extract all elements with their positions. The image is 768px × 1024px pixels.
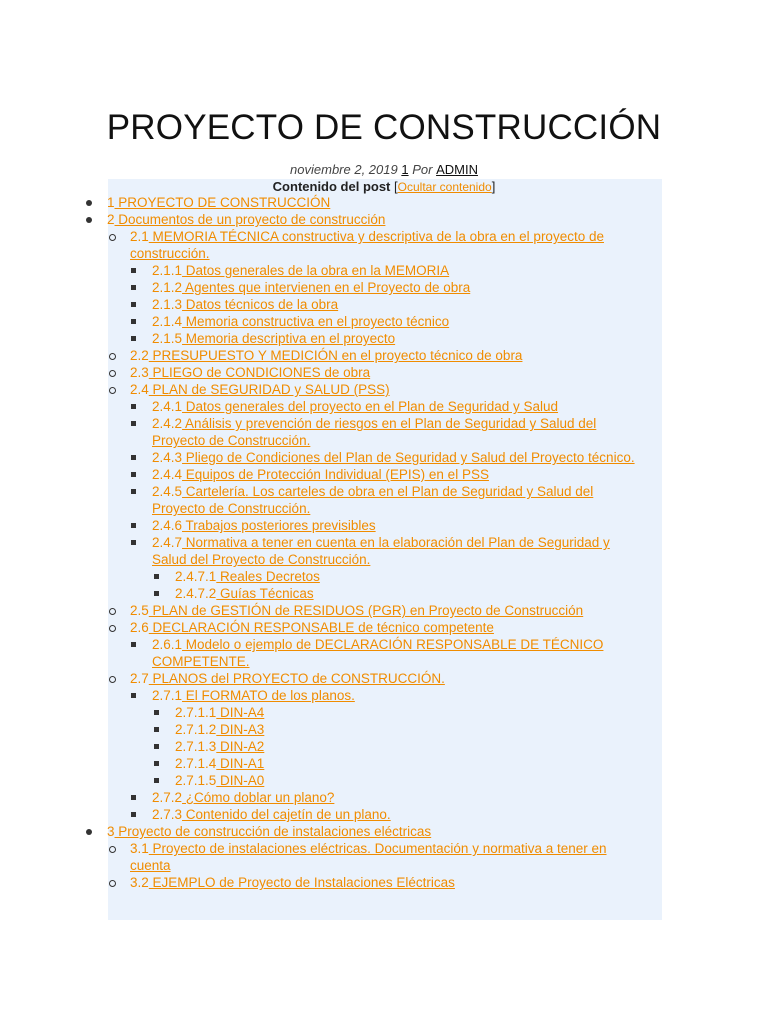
toc-item-link[interactable]: EJEMPLO de Proyecto de Instalaciones Eléctricas [148,875,455,890]
toc-item-link[interactable]: Guías Técnicas [216,586,314,601]
toc-item-number: 2.2 [130,348,149,363]
toc-item-number: 2.1 [130,229,149,244]
toc-item-link[interactable]: Pliego de Condiciones del Plan de Seguridad y Salud del Proyecto técnico. [182,450,635,465]
toc-item-link[interactable]: Contenido del cajetín de un plano. [182,807,391,822]
toc-item-number: 2.4 [130,382,149,397]
toc-item [0,228,680,262]
toc-toggle-link[interactable]: Ocultar contenido [397,180,492,194]
list-bullet-icon [86,829,92,835]
toc-item-number: 2.3 [130,365,149,380]
toc-item-link[interactable]: Cartelería. Los carteles de obra en el Plan de Seguridad y Salud del Proyecto de Construcción. [152,484,594,516]
toc-item [0,585,680,602]
list-bullet-icon [109,353,116,360]
toc-item-link[interactable]: MEMORIA TÉCNICA constructiva y descriptiva de la obra en el proyecto de construcción. [130,229,604,261]
comments-link[interactable]: 1 [401,162,409,177]
toc-item-number: 2.6 [130,620,149,635]
toc-item-number: 2.4.5 [152,484,183,499]
list-bullet-icon [131,268,136,273]
toc-item [0,687,680,704]
list-bullet-icon [131,404,136,409]
toc-item-number: 2.4.7.1 [175,569,217,584]
toc-item [0,296,680,313]
list-bullet-icon [131,540,136,545]
toc-toggle-bracket: [ [394,179,398,194]
toc-item-link[interactable]: Datos técnicos de la obra [182,297,339,312]
toc-item-number: 2.1.3 [152,297,183,312]
toc-item-number: 2.4.7.2 [175,586,217,601]
toc-item-link[interactable]: DIN-A0 [216,773,265,788]
list-bullet-icon [131,642,136,647]
list-bullet-icon [154,710,159,715]
toc-item-link[interactable]: DIN-A3 [216,722,265,737]
list-bullet-icon [131,523,136,528]
toc-item [0,347,680,364]
toc-item [0,568,680,585]
toc-item-number: 2.4.7 [152,535,183,550]
toc-item-number: 2.4.3 [152,450,183,465]
list-bullet-icon [154,574,159,579]
post-date: noviembre 2, 2019 [290,162,398,177]
list-bullet-icon [131,693,136,698]
toc-item [0,874,680,891]
toc-item-link[interactable]: DIN-A2 [216,739,265,754]
list-bullet-icon [86,200,92,206]
toc-item-link[interactable]: Memoria descriptiva en el proyecto [182,331,396,346]
toc-item-number: 2.7.1.5 [175,773,217,788]
list-bullet-icon [154,744,159,749]
toc-header: Contenido del post [Ocultar contenido] [272,179,496,194]
toc-item [0,262,680,279]
toc-item-link[interactable]: Normativa a tener en cuenta en la elaboración del Plan de Seguridad y Salud del Proyecto de Construcción. [152,535,610,567]
list-bullet-icon [109,387,116,394]
list-bullet-icon [109,608,116,615]
toc-item-number: 2.7.2 [152,790,183,805]
list-bullet-icon [131,472,136,477]
toc-item-number: 2.5 [130,603,149,618]
toc-item-link[interactable]: PLANOS del PROYECTO de CONSTRUCCIÓN. [148,671,445,686]
toc-item-number: 2 [107,212,115,227]
toc-item [0,313,680,330]
toc-item-link[interactable]: PLAN de SEGURIDAD y SALUD (PSS) [148,382,390,397]
toc-item-number: 2.4.2 [152,416,183,431]
toc-item-link[interactable]: DIN-A4 [216,705,265,720]
toc-item-number: 2.1.5 [152,331,183,346]
toc-item-link[interactable]: DIN-A1 [216,756,265,771]
list-bullet-icon [109,880,116,887]
toc-item-number: 2.4.6 [152,518,183,533]
toc-list [0,194,680,891]
toc-item-number: 3.1 [130,841,149,856]
toc-item-number: 2.7.1.3 [175,739,217,754]
toc-item [0,517,680,534]
toc-item [0,772,680,789]
toc-heading: Contenido del post [272,179,391,194]
toc-item-link[interactable]: ¿Cómo doblar un plano? [182,790,335,805]
toc-item-link[interactable]: El FORMATO de los planos. [182,688,355,703]
toc-item [0,364,680,381]
by-label: Por [412,162,433,177]
toc-item-link[interactable]: Datos generales de la obra en la MEMORIA [182,263,450,278]
toc-item [0,483,680,517]
toc-item-link[interactable]: DECLARACIÓN RESPONSABLE de técnico competente [148,620,494,635]
toc-item [0,415,680,449]
toc-item-link[interactable]: Documentos de un proyecto de construcción [114,212,386,227]
toc-item-link[interactable]: Trabajos posteriores previsibles [182,518,376,533]
toc-item [0,823,680,840]
list-bullet-icon [131,285,136,290]
list-bullet-icon [109,846,116,853]
toc-item [0,789,680,806]
list-bullet-icon [131,421,136,426]
toc-item [0,398,680,415]
toc-item [0,194,680,211]
post-meta [0,162,768,177]
toc-item-link[interactable]: Datos generales del proyecto en el Plan de Seguridad y Salud [182,399,559,414]
toc-item [0,449,680,466]
toc-item [0,279,680,296]
list-bullet-icon [131,302,136,307]
toc-item-link[interactable]: Reales Decretos [216,569,320,584]
toc-item-link[interactable]: Agentes que intervienen en el Proyecto de obra [182,280,471,295]
toc-item [0,806,680,823]
list-bullet-icon [109,370,116,377]
toc-item-number: 2.6.1 [152,637,183,652]
toc-item-number: 2.4.1 [152,399,183,414]
list-bullet-icon [109,234,116,241]
toc-item-link[interactable]: PROYECTO DE CONSTRUCCIÓN [114,195,331,210]
toc-item-number: 2.7.1.2 [175,722,217,737]
toc-item-link[interactable]: Análisis y prevención de riesgos en el Plan de Seguridad y Salud del Proyecto de Construcción. [152,416,597,448]
list-bullet-icon [154,761,159,766]
toc-item-number: 2.7.1 [152,688,183,703]
toc-item-number: 1 [107,195,115,210]
list-bullet-icon [131,489,136,494]
toc-item [0,738,680,755]
list-bullet-icon [154,727,159,732]
toc-item [0,381,680,398]
toc-item-number: 3 [107,824,115,839]
toc-item-link[interactable]: PRESUPUESTO Y MEDICIÓN en el proyecto técnico de obra [148,348,523,363]
toc-item [0,211,680,228]
page-title: PROYECTO DE CONSTRUCCIÓN [106,108,662,147]
toc-item-number: 2.1.1 [152,263,183,278]
toc-item-number: 3.2 [130,875,149,890]
toc-item [0,704,680,721]
toc-item-number: 2.7.3 [152,807,183,822]
toc-item-number: 2.1.2 [152,280,183,295]
list-bullet-icon [131,795,136,800]
toc-item-number: 2.7.1.4 [175,756,217,771]
list-bullet-icon [154,591,159,596]
toc-item-number: 2.7.1.1 [175,705,217,720]
toc-item-link[interactable]: Equipos de Protección Individual (EPIS) en el PSS [182,467,489,482]
toc-item [0,602,680,619]
toc-item-link[interactable]: PLIEGO de CONDICIONES de obra [148,365,371,380]
toc-item [0,534,680,568]
toc-item-link[interactable]: Memoria constructiva en el proyecto técnico [182,314,450,329]
toc-item [0,670,680,687]
toc-item [0,330,680,347]
toc-item [0,619,680,636]
toc-item-link[interactable]: PLAN de GESTIÓN de RESIDUOS (PGR) en Proyecto de Construcción [148,603,584,618]
toc-item [0,636,680,670]
toc-item-number: 2.7 [130,671,149,686]
list-bullet-icon [131,336,136,341]
list-bullet-icon [154,778,159,783]
list-bullet-icon [131,812,136,817]
toc-item-number: 2.4.4 [152,467,183,482]
list-bullet-icon [131,455,136,460]
toc-item [0,466,680,483]
list-bullet-icon [109,625,116,632]
list-bullet-icon [109,676,116,683]
toc-item-link[interactable]: Proyecto de construcción de instalaciones eléctricas [114,824,432,839]
author-link[interactable]: ADMIN [436,162,478,177]
list-bullet-icon [131,319,136,324]
toc-item-number: 2.1.4 [152,314,183,329]
toc-item-link[interactable]: Proyecto de instalaciones eléctricas. Documentación y normativa a tener en cuenta [130,841,607,873]
toc-item [0,721,680,738]
toc-item [0,755,680,772]
toc-item [0,840,680,874]
toc-item-link[interactable]: Modelo o ejemplo de DECLARACIÓN RESPONSABLE DE TÉCNICO COMPETENTE. [152,637,604,669]
list-bullet-icon [86,217,92,223]
